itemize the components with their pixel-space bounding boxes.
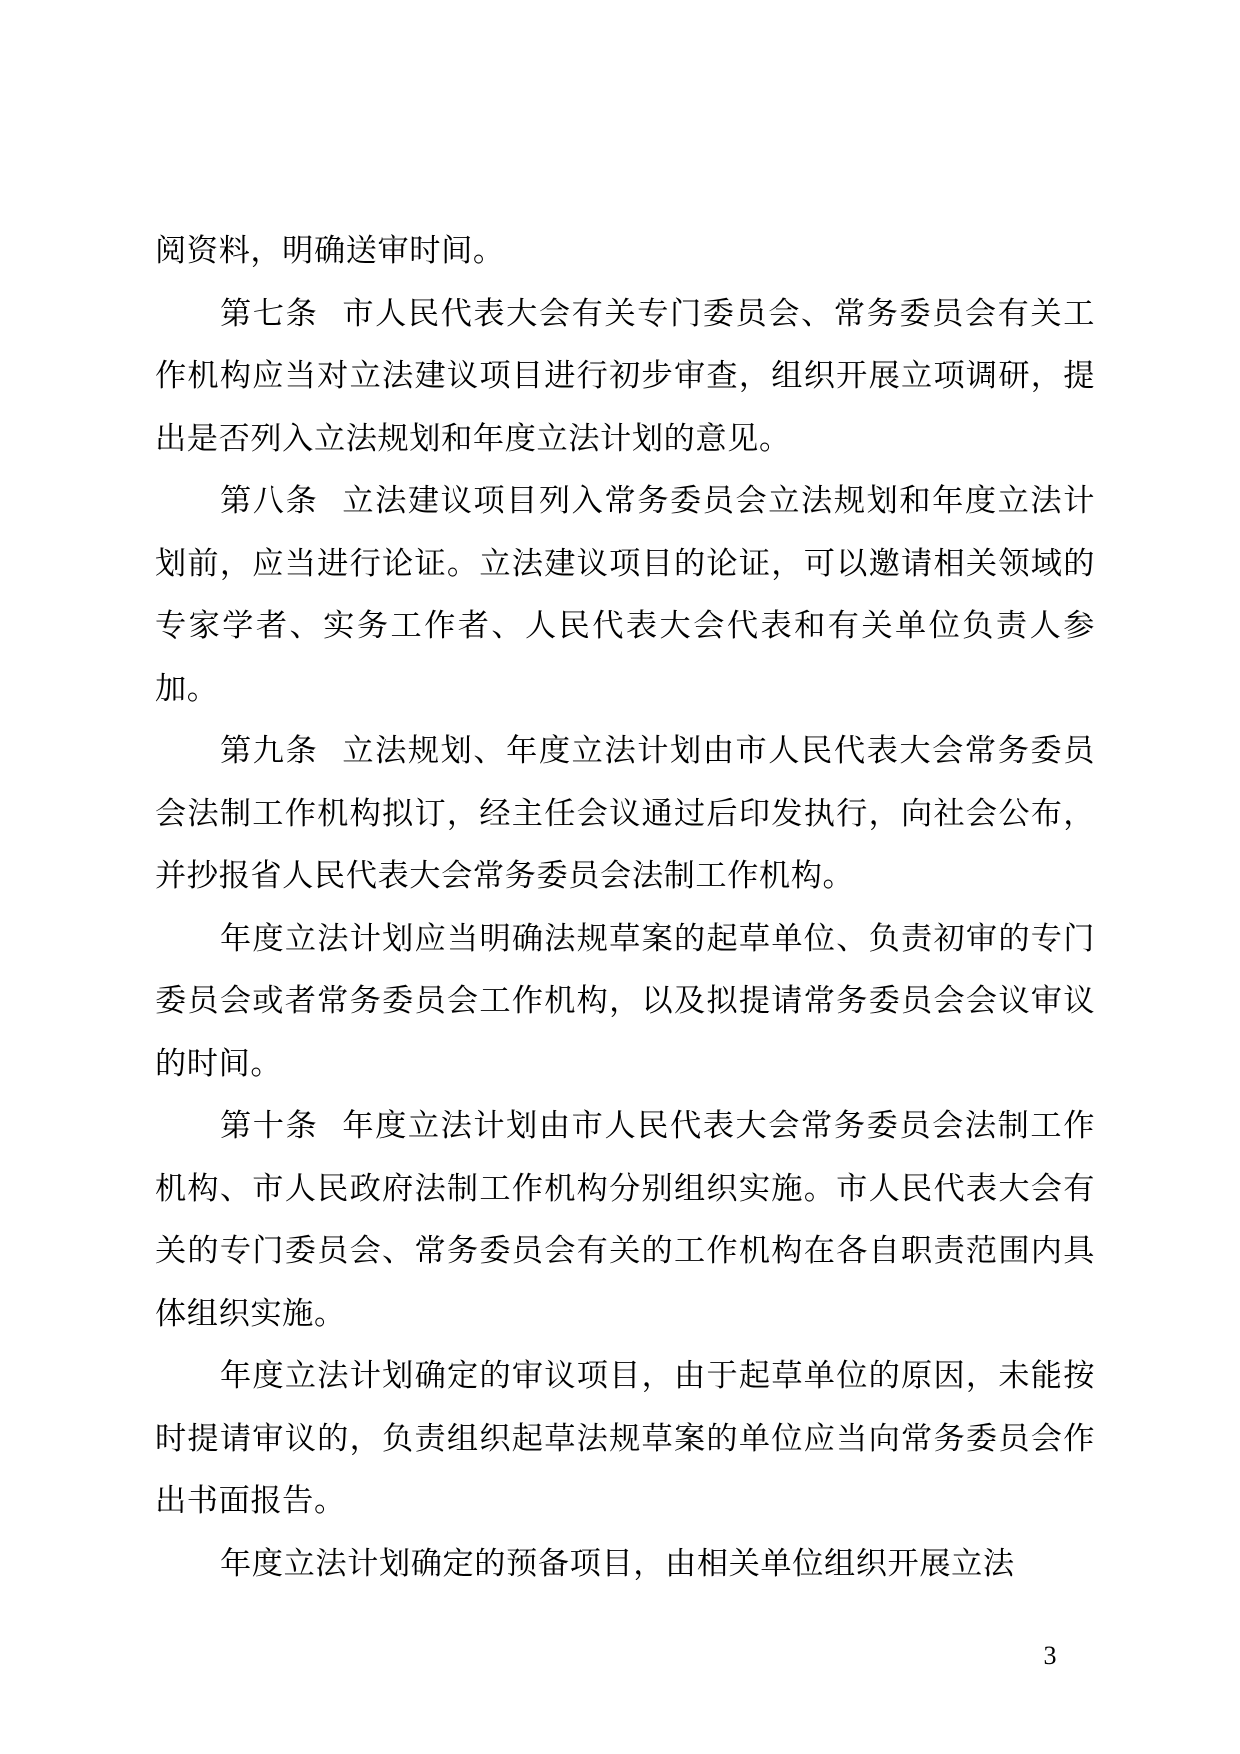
- paragraph-text: 年度立法计划由市人民代表大会常务委员会法制工作机构、市人民政府法制工作机构分别组织实施。市人民代表大会有关的专门委员会、常务委员会有关的工作机构在各自职责范围内具体组织实施。: [155, 1108, 1095, 1332]
- paragraph-article-10-part-2: [155, 1345, 1095, 1533]
- paragraph-article-7: [155, 283, 1095, 471]
- article-heading: 第十条: [220, 1108, 319, 1144]
- page-number: 3: [1043, 1641, 1057, 1670]
- article-heading: 第七条: [220, 295, 319, 332]
- paragraph-text: 年度立法计划确定的预备项目，由相关单位组织开展立法: [220, 1545, 1015, 1582]
- paragraph-continuation: [155, 220, 1095, 283]
- paragraph-article-10: [155, 1095, 1095, 1345]
- article-heading: 第八条: [220, 483, 319, 519]
- paragraph-article-10-part-3: [155, 1533, 1095, 1596]
- document-body: [155, 220, 1095, 1595]
- paragraph-article-9: [155, 720, 1095, 908]
- paragraph-text: 市人民代表大会有关专门委员会、常务委员会有关工作机构应当对立法建议项目进行初步审查，组织开展立项调研，提出是否列入立法规划和年度立法计划的意见。: [155, 295, 1095, 457]
- paragraph-article-8: [155, 470, 1095, 720]
- paragraph-text: 阅资料，明确送审时间。: [155, 233, 505, 269]
- paragraph-text: 年度立法计划应当明确法规草案的起草单位、负责初审的专门委员会或者常务委员会工作机构，以及拟提请常务委员会会议审议的时间。: [155, 920, 1095, 1082]
- paragraph-text: 年度立法计划确定的审议项目，由于起草单位的原因，未能按时提请审议的，负责组织起草法规草案的单位应当向常务委员会作出书面报告。: [155, 1358, 1095, 1519]
- paragraph-text: 立法建议项目列入常务委员会立法规划和年度立法计划前，应当进行论证。立法建议项目的论证，可以邀请相关领域的专家学者、实务工作者、人民代表大会代表和有关单位负责人参加。: [155, 483, 1095, 707]
- paragraph-article-9-part-2: [155, 908, 1095, 1096]
- paragraph-text: 立法规划、年度立法计划由市人民代表大会常务委员会法制工作机构拟订，经主任会议通过后印发执行，向社会公布，并抄报省人民代表大会常务委员会法制工作机构。: [155, 733, 1095, 894]
- article-heading: 第九条: [220, 733, 319, 769]
